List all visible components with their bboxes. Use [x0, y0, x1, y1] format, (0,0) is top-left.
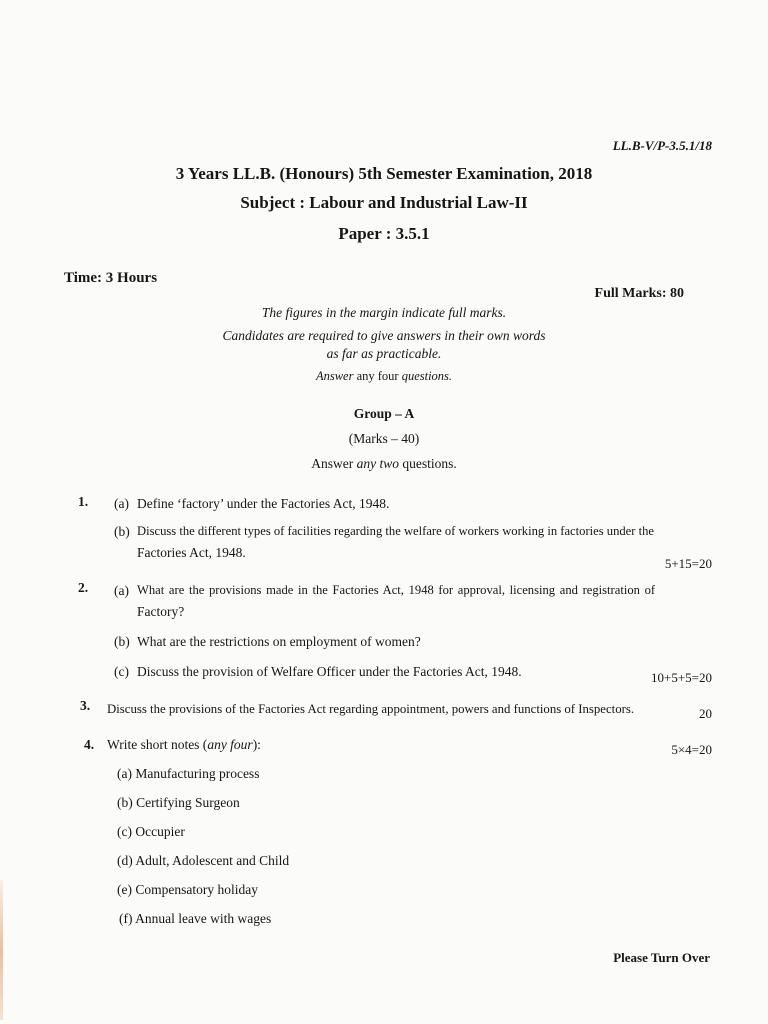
question-2a-text-line-1: What are the provisions made in the Factories Act, 1948 for approval, licensing and registration of	[137, 583, 656, 597]
question-1-marks: 5+15=20	[664, 556, 712, 571]
time-limit: Time: 3 Hours	[64, 270, 158, 286]
group-instruction	[0, 456, 768, 472]
question-1b-text-line-1: Discuss the different types of facilities regarding the welfare of workers working in factories under the	[137, 524, 654, 538]
question-2c-text: Discuss the provision of Welfare Officer under the Factories Act, 1948.	[137, 664, 522, 679]
note-item-a	[117, 766, 259, 782]
question-2b-text: What are the restrictions on employment of women?	[137, 634, 421, 649]
note-item-text: Adult, Adolescent and Child	[135, 853, 290, 868]
answer-instruction-post: questions.	[401, 369, 453, 383]
group-title: Group – A	[353, 406, 415, 421]
question-2-marks: 10+5+5=20	[651, 670, 712, 685]
question-4-number: 4.	[84, 737, 95, 752]
question-4-text	[107, 737, 261, 753]
question-2-number: 2.	[78, 580, 89, 595]
paper-code: LL.B-V/P-3.5.1/18	[612, 138, 712, 153]
exam-title: 3 Years LL.B. (Honours) 5th Semester Examination, 2018	[175, 164, 593, 183]
instruction-line-2: Candidates are required to give answers in their own words	[222, 328, 546, 343]
question-3-number: 3.	[80, 698, 91, 713]
instruction-line-1: The figures in the margin indicate full marks.	[261, 305, 507, 320]
note-item-text: Compensatory holiday	[135, 882, 258, 897]
question-1b-text-line-2: Factories Act, 1948.	[137, 545, 246, 560]
question-4-text-mid: any four	[207, 737, 253, 752]
answer-instruction-pre: Answer	[315, 369, 354, 383]
note-item-label: (a)	[117, 766, 132, 781]
note-item-e	[117, 882, 258, 898]
question-1a-text: Define ‘factory’ under the Factories Act, 1948.	[137, 496, 390, 511]
note-item-label: (f)	[119, 911, 133, 926]
group-instruction-post: questions.	[402, 456, 457, 471]
note-item-text: Certifying Surgeon	[136, 795, 240, 810]
exam-paper: Paper : 3.5.1	[338, 224, 430, 243]
question-4-text-pre: Write short notes (	[107, 737, 208, 752]
question-3-text: Discuss the provisions of the Factories Act regarding appointment, powers and functions of Inspectors.	[107, 702, 635, 716]
question-1a-label: (a)	[114, 496, 129, 511]
page-edge-shadow	[0, 880, 3, 1020]
exam-subject: Subject : Labour and Industrial Law-II	[240, 193, 528, 212]
note-item-c	[117, 824, 185, 840]
question-2a-text-line-2: Factory?	[137, 604, 185, 619]
note-item-b	[117, 795, 240, 811]
note-item-f	[119, 911, 271, 927]
note-item-label: (d)	[117, 853, 133, 868]
note-item-d	[117, 853, 289, 869]
question-4-text-post: ):	[252, 737, 261, 752]
note-item-text: Occupier	[135, 824, 185, 839]
note-item-text: Manufacturing process	[135, 766, 260, 781]
question-2a-label: (a)	[114, 583, 129, 598]
question-2b-label: (b)	[114, 634, 130, 649]
question-1b-label: (b)	[114, 524, 130, 539]
please-turn-over: Please Turn Over	[613, 950, 710, 965]
note-item-text: Annual leave with wages	[135, 911, 272, 926]
instruction-line-3: as far as practicable.	[326, 346, 442, 361]
question-2c-label: (c)	[114, 664, 129, 679]
question-4-marks: 5×4=20	[671, 742, 712, 757]
note-item-label: (b)	[117, 795, 133, 810]
question-3-marks: 20	[699, 706, 712, 721]
question-1-number: 1.	[78, 494, 89, 509]
group-instruction-mid: any two	[356, 456, 399, 471]
note-item-label: (e)	[117, 882, 132, 897]
note-item-label: (c)	[117, 824, 132, 839]
group-instruction-pre: Answer	[311, 456, 354, 471]
group-marks: (Marks – 40)	[348, 431, 420, 446]
answer-instruction-mid: any four	[356, 369, 399, 383]
full-marks: Full Marks: 80	[594, 286, 684, 301]
answer-instruction	[0, 369, 768, 384]
